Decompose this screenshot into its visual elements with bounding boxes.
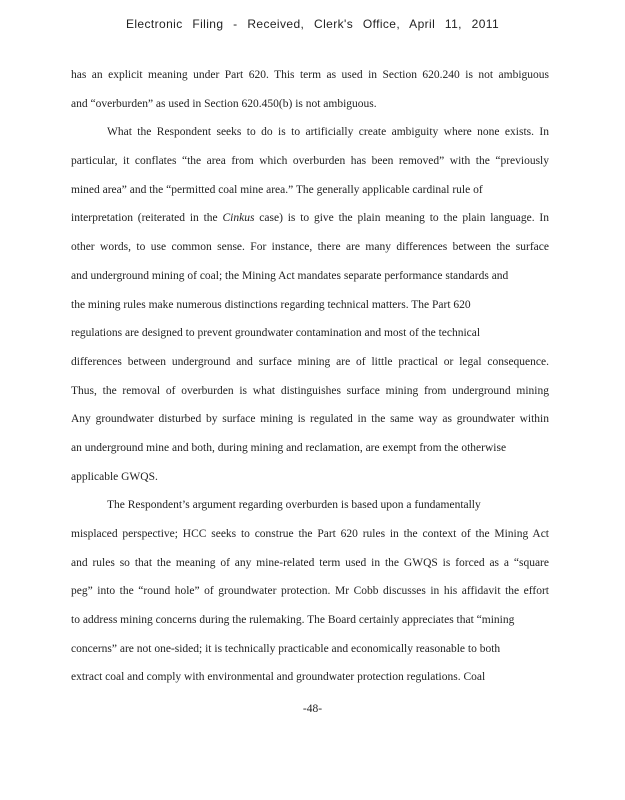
filing-header: Electronic Filing - Received, Clerk's Office, April 11, 2011 [125, 17, 500, 31]
page-number: -48- [302, 703, 323, 715]
text-line: extract coal and comply with environmental and groundwater protection regulations. Coal [71, 671, 486, 684]
document-body [71, 66, 549, 697]
text-line: Thus, the removal of overburden is what distinguishes surface mining from underground mining [71, 384, 549, 397]
text-line: has an explicit meaning under Part 620. This term as used in Section 620.240 is not ambiguous [71, 69, 549, 81]
text-line: differences between underground and surface mining are of little practical or legal consequence. [71, 355, 549, 368]
text-line: mined area” and the “permitted coal mine area.” The generally applicable cardinal rule of [71, 183, 483, 196]
text-line: What the Respondent seeks to do is to artificially create ambiguity where none exists. In [107, 126, 549, 139]
text-line: The Respondent’s argument regarding overburden is based upon a fundamentally [107, 499, 481, 512]
text-line: to address mining concerns during the rulemaking. The Board certainly appreciates that “mining [71, 614, 515, 627]
text-line: applicable GWQS. [71, 470, 158, 483]
text-line: an underground mine and both, during mining and reclamation, are exempt from the otherwise [71, 441, 507, 454]
text-line: other words, to use common sense. For instance, there are many differences between the surface [71, 241, 549, 254]
text-line: and “overburden” as used in Section 620.450(b) is not ambiguous. [71, 97, 377, 110]
text-line: misplaced perspective; HCC seeks to construe the Part 620 rules in the context of the Mining Act [71, 528, 549, 540]
text-line: Any groundwater disturbed by surface mining is regulated in the same way as groundwater within [71, 413, 549, 426]
text-line: and rules so that the meaning of any mine-related term used in the GWQS is forced as a “square [71, 556, 549, 569]
text-line: peg” into the “round hole” of groundwater protection. Mr Cobb discusses in his affidavit the effort [71, 585, 549, 598]
text-line: and underground mining of coal; the Mining Act mandates separate performance standards and [71, 269, 509, 282]
text-line: interpretation (reiterated in the Cinkus case) is to give the plain meaning to the plain language. In [71, 212, 549, 225]
text-line-with-italic [71, 209, 549, 238]
text-line: concerns” are not one-sided; it is technically practicable and economically reasonable to both [71, 642, 501, 655]
text-line: the mining rules make numerous distinctions regarding technical matters. The Part 620 [71, 298, 471, 311]
text-line: particular, it conflates “the area from which overburden has been removed” with the “previously [71, 155, 549, 168]
text-line: regulations are designed to prevent groundwater contamination and most of the technical [71, 327, 481, 340]
